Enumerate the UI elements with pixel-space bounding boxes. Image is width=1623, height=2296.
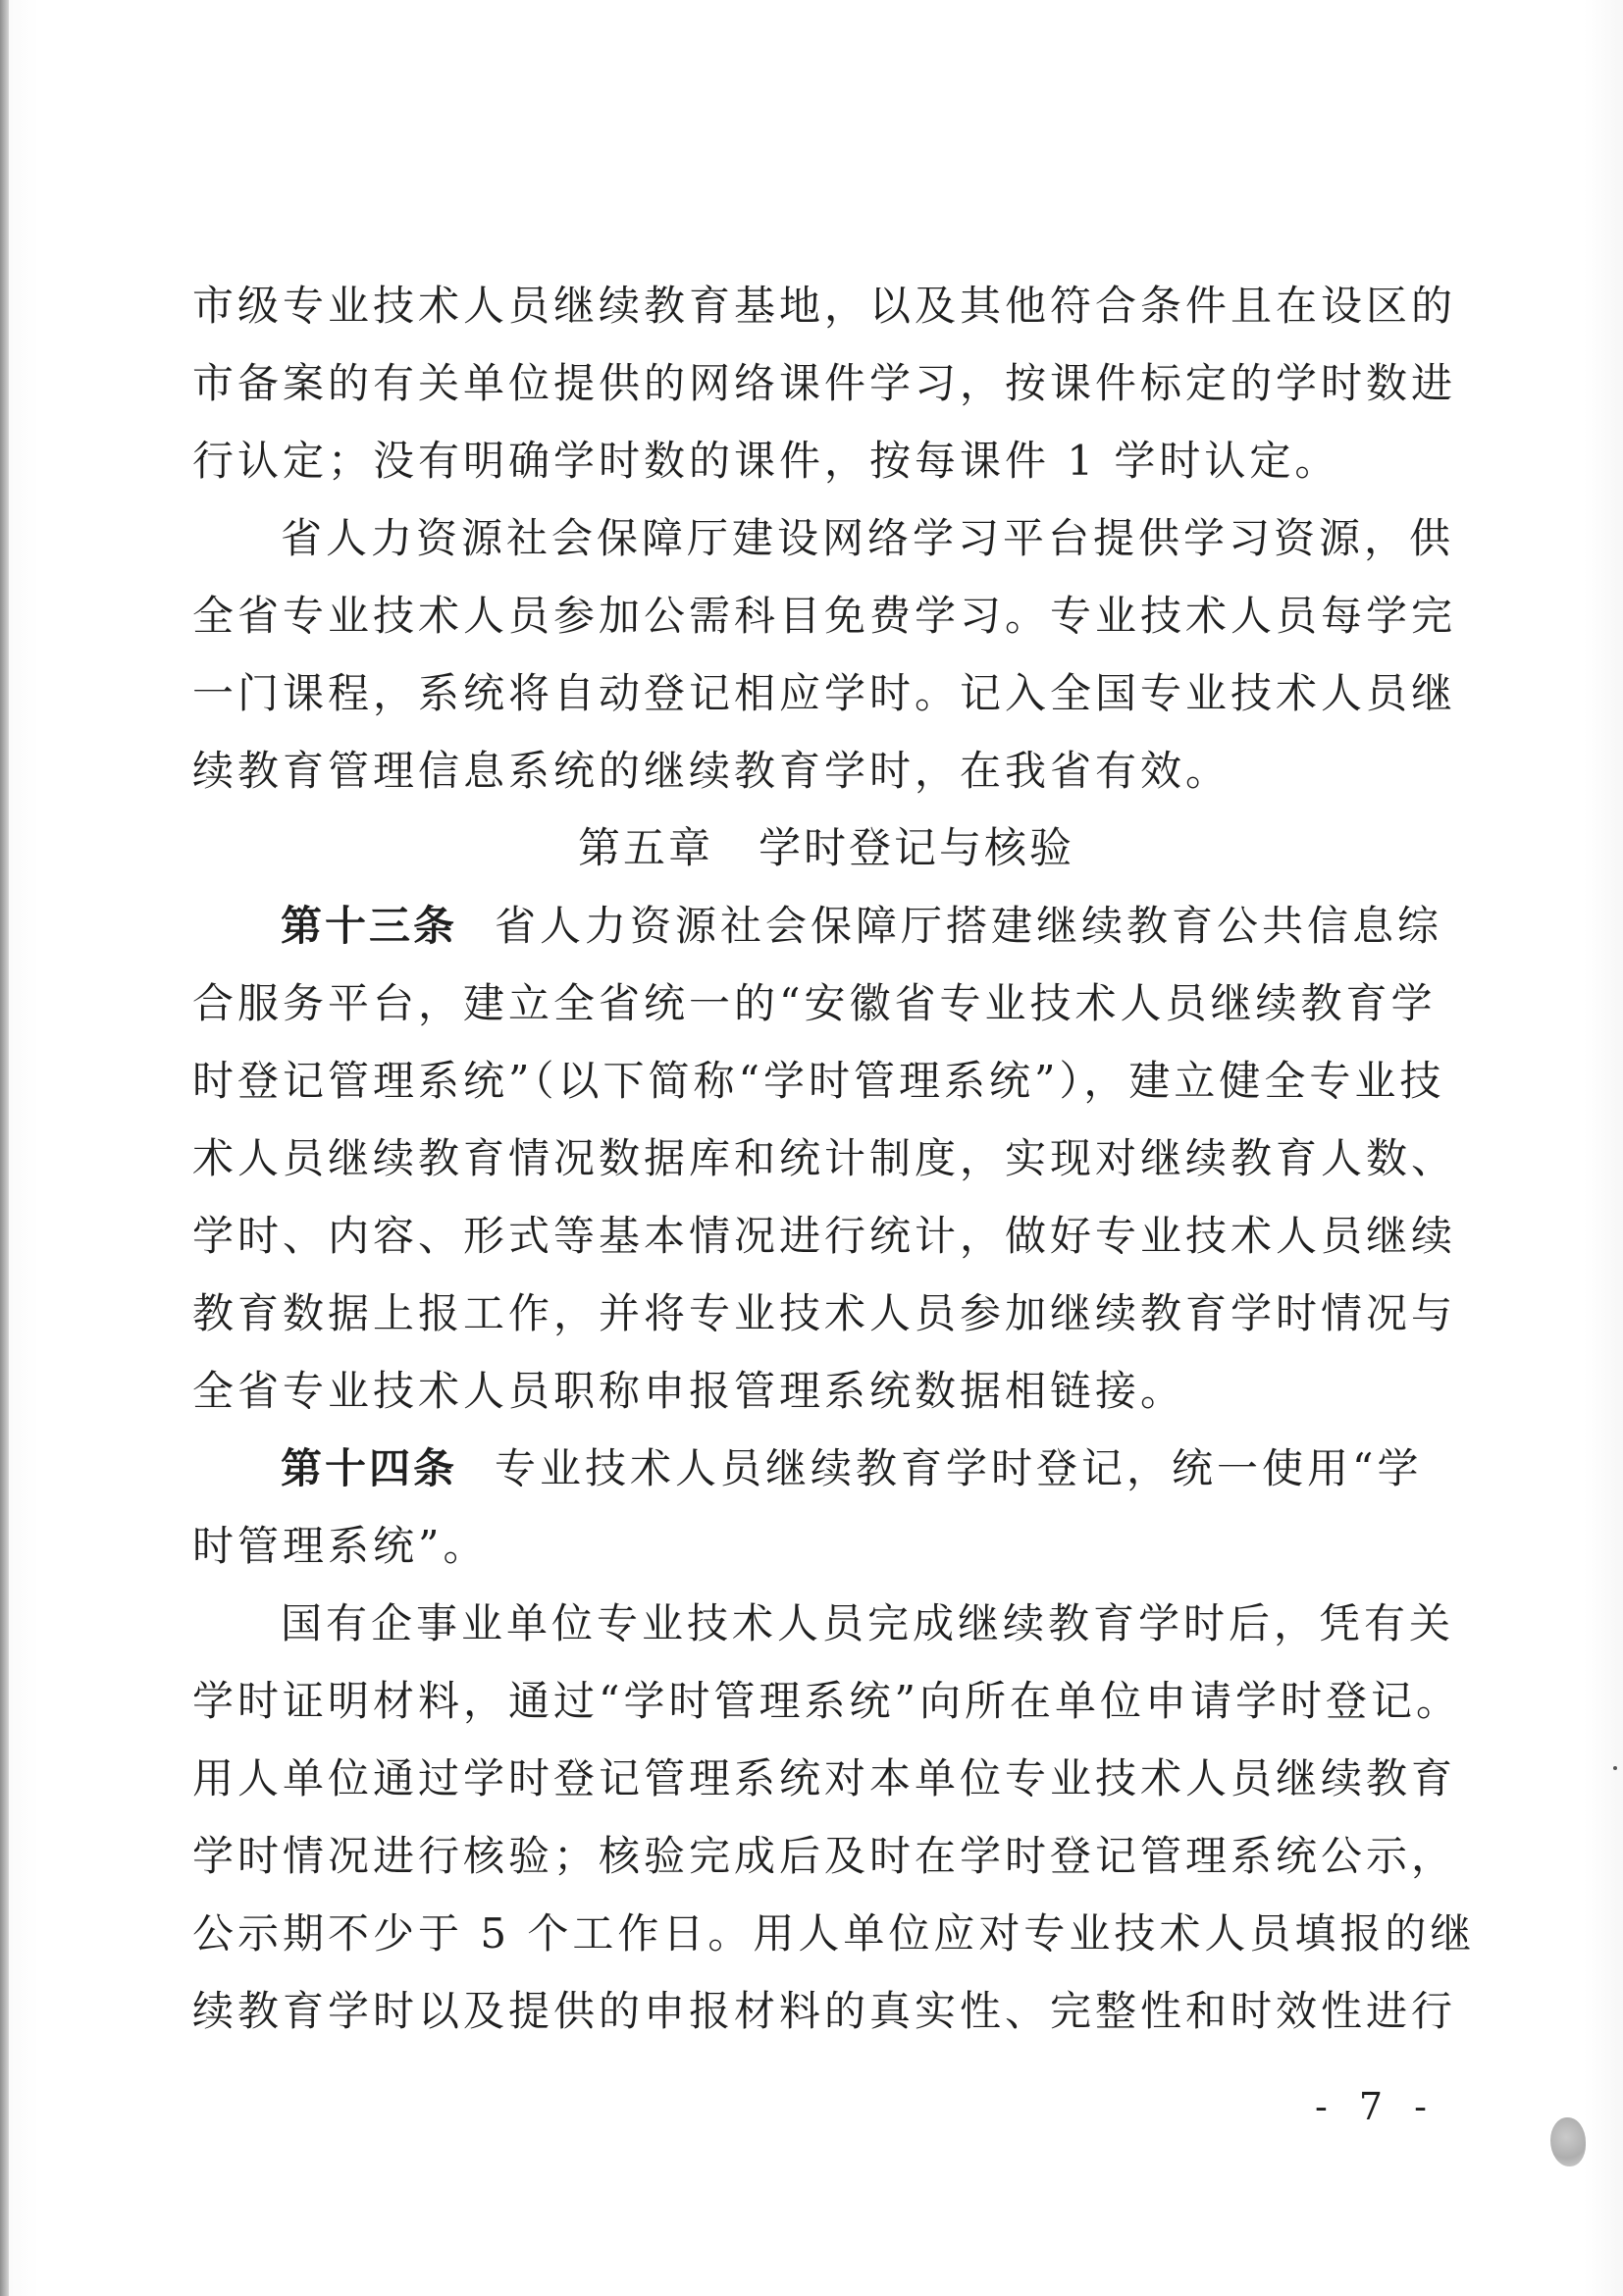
body-text: [192, 278, 1476, 2061]
text-line: 学时证明材料，通过“学时管理系统”向所在单位申请学时登记。: [192, 1677, 1461, 1725]
text-line: 国有企事业单位专业技术人员完成继续教育学时后，凭有关: [281, 1599, 1455, 1647]
article-14-first-line: [192, 1440, 1431, 1518]
text-line: 合服务平台，建立全省统一的“安徽省专业技术人员继续教育学: [192, 979, 1437, 1027]
text-line: 一门课程，系统将自动登记相应学时。记入全国专业技术人员继: [192, 669, 1457, 717]
article-14-number: 第十四条: [281, 1444, 458, 1492]
text-line: 省人力资源社会保障厅建设网络学习平台提供学习资源，供: [281, 514, 1455, 562]
text-line: 全省专业技术人员职称申报管理系统数据相链接。: [192, 1367, 1186, 1415]
text-line: 学时、内容、形式等基本情况进行统计，做好专业技术人员继续: [192, 1212, 1457, 1260]
text-line: 行认定；没有明确学时数的课件，按每课件 1 学时认定。: [192, 437, 1340, 485]
text-line: 市备案的有关单位提供的网络课件学习，按课件标定的学时数进: [192, 359, 1457, 407]
page-number: - 7 -: [1315, 2085, 1438, 2128]
text-line: 学时情况进行核验；核验完成后及时在学时登记管理系统公示，: [192, 1832, 1457, 1880]
text-line: 全省专业技术人员参加公需科目免费学习。专业技术人员每学完: [192, 592, 1457, 640]
text-line: 续教育学时以及提供的申报材料的真实性、完整性和时效性进行: [192, 1987, 1457, 2035]
text-line: 市级专业技术人员继续教育基地，以及其他符合条件且在设区的: [192, 282, 1457, 330]
article-13-first-line: [192, 898, 1443, 975]
article-13-number: 第十三条: [281, 902, 458, 950]
text-line: 时管理系统”。: [192, 1522, 489, 1570]
text-line: 教育数据上报工作，并将专业技术人员参加继续教育学时情况与: [192, 1289, 1457, 1337]
scan-speck: [1613, 1766, 1617, 1770]
text-line: 专业技术人员继续教育学时登记，统一使用“学: [495, 1444, 1423, 1492]
text-line: 术人员继续教育情况数据库和统计制度，实现对继续教育人数、: [192, 1134, 1457, 1182]
text-line: 用人单位通过学时登记管理系统对本单位专业技术人员继续教育: [192, 1754, 1457, 1802]
text-line: 续教育管理信息系统的继续教育学时，在我省有效。: [192, 747, 1231, 795]
text-line: 公示期不少于 5 个工作日。用人单位应对专业技术人员填报的继: [192, 1909, 1476, 1957]
chapter-heading: 第五章 学时登记与核验: [578, 824, 1074, 873]
scan-stain: [1550, 2117, 1586, 2166]
text-line: 省人力资源社会保障厅搭建继续教育公共信息综: [495, 902, 1443, 950]
text-line: 时登记管理系统”（以下简称“学时管理系统”），建立健全专业技: [192, 1057, 1445, 1105]
scan-binding-edge: [0, 0, 9, 2296]
